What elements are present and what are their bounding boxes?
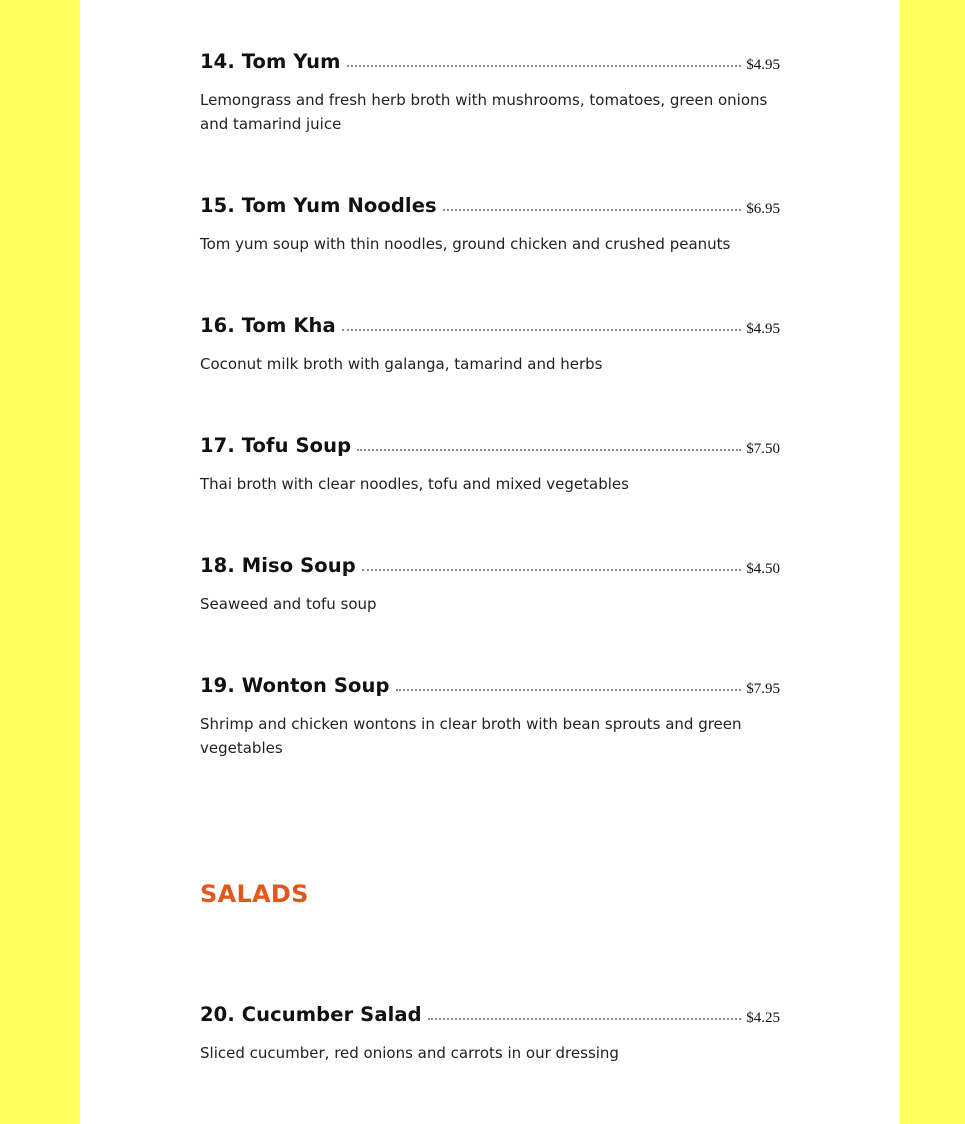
dotted-leader (342, 328, 741, 331)
menu-item-header (200, 194, 780, 224)
menu-item-description: Lemongrass and fresh herb broth with mushrooms, tomatoes, green onions and tamarind juice (200, 91, 768, 133)
menu-item-name: 17. Tofu Soup (200, 434, 352, 457)
menu-item-description: Sliced cucumber, red onions and carrots in our dressing (200, 1044, 619, 1062)
menu-item-header (200, 434, 780, 464)
menu-item-price: $7.95 (746, 681, 780, 697)
menu-item-name: 16. Tom Kha (200, 314, 336, 337)
dotted-leader (443, 208, 742, 211)
dotted-leader (428, 1017, 742, 1020)
menu-item-price: $7.50 (746, 441, 780, 457)
menu-item-header (200, 674, 780, 704)
menu-item-price: $4.95 (746, 321, 780, 337)
menu-item-wonton-soup (200, 674, 780, 760)
dotted-leader (357, 448, 741, 451)
menu-item-description: Seaweed and tofu soup (200, 595, 377, 613)
menu-item-tom-kha (200, 314, 780, 376)
menu-item-description: Thai broth with clear noodles, tofu and mixed vegetables (200, 475, 629, 493)
menu-item-name: 15. Tom Yum Noodles (200, 194, 437, 217)
dotted-leader (347, 64, 742, 67)
section-heading-salads: SALADS (200, 880, 309, 908)
menu-item-cucumber-salad (200, 1003, 780, 1065)
menu-item-price: $4.25 (746, 1010, 780, 1026)
menu-item-description: Shrimp and chicken wontons in clear broth with bean sprouts and green vegetables (200, 715, 742, 757)
menu-item-miso-soup (200, 554, 780, 616)
menu-page (80, 0, 900, 1124)
menu-item-tom-yum-noodles (200, 194, 780, 256)
menu-item-header (200, 554, 780, 584)
menu-item-description: Coconut milk broth with galanga, tamarind and herbs (200, 355, 603, 373)
menu-item-tofu-soup (200, 434, 780, 496)
menu-item-header (200, 1003, 780, 1033)
menu-item-name: 18. Miso Soup (200, 554, 356, 577)
menu-item-tom-yum (200, 50, 780, 136)
menu-item-price: $4.95 (746, 57, 780, 73)
dotted-leader (396, 688, 742, 691)
menu-item-name: 14. Tom Yum (200, 50, 341, 73)
menu-item-price: $4.50 (746, 561, 780, 577)
menu-item-name: 20. Cucumber Salad (200, 1003, 422, 1026)
menu-item-description: Tom yum soup with thin noodles, ground chicken and crushed peanuts (200, 235, 731, 253)
menu-item-name: 19. Wonton Soup (200, 674, 390, 697)
menu-item-header (200, 314, 780, 344)
dotted-leader (362, 568, 741, 571)
menu-item-price: $6.95 (746, 201, 780, 217)
menu-item-header (200, 50, 780, 80)
